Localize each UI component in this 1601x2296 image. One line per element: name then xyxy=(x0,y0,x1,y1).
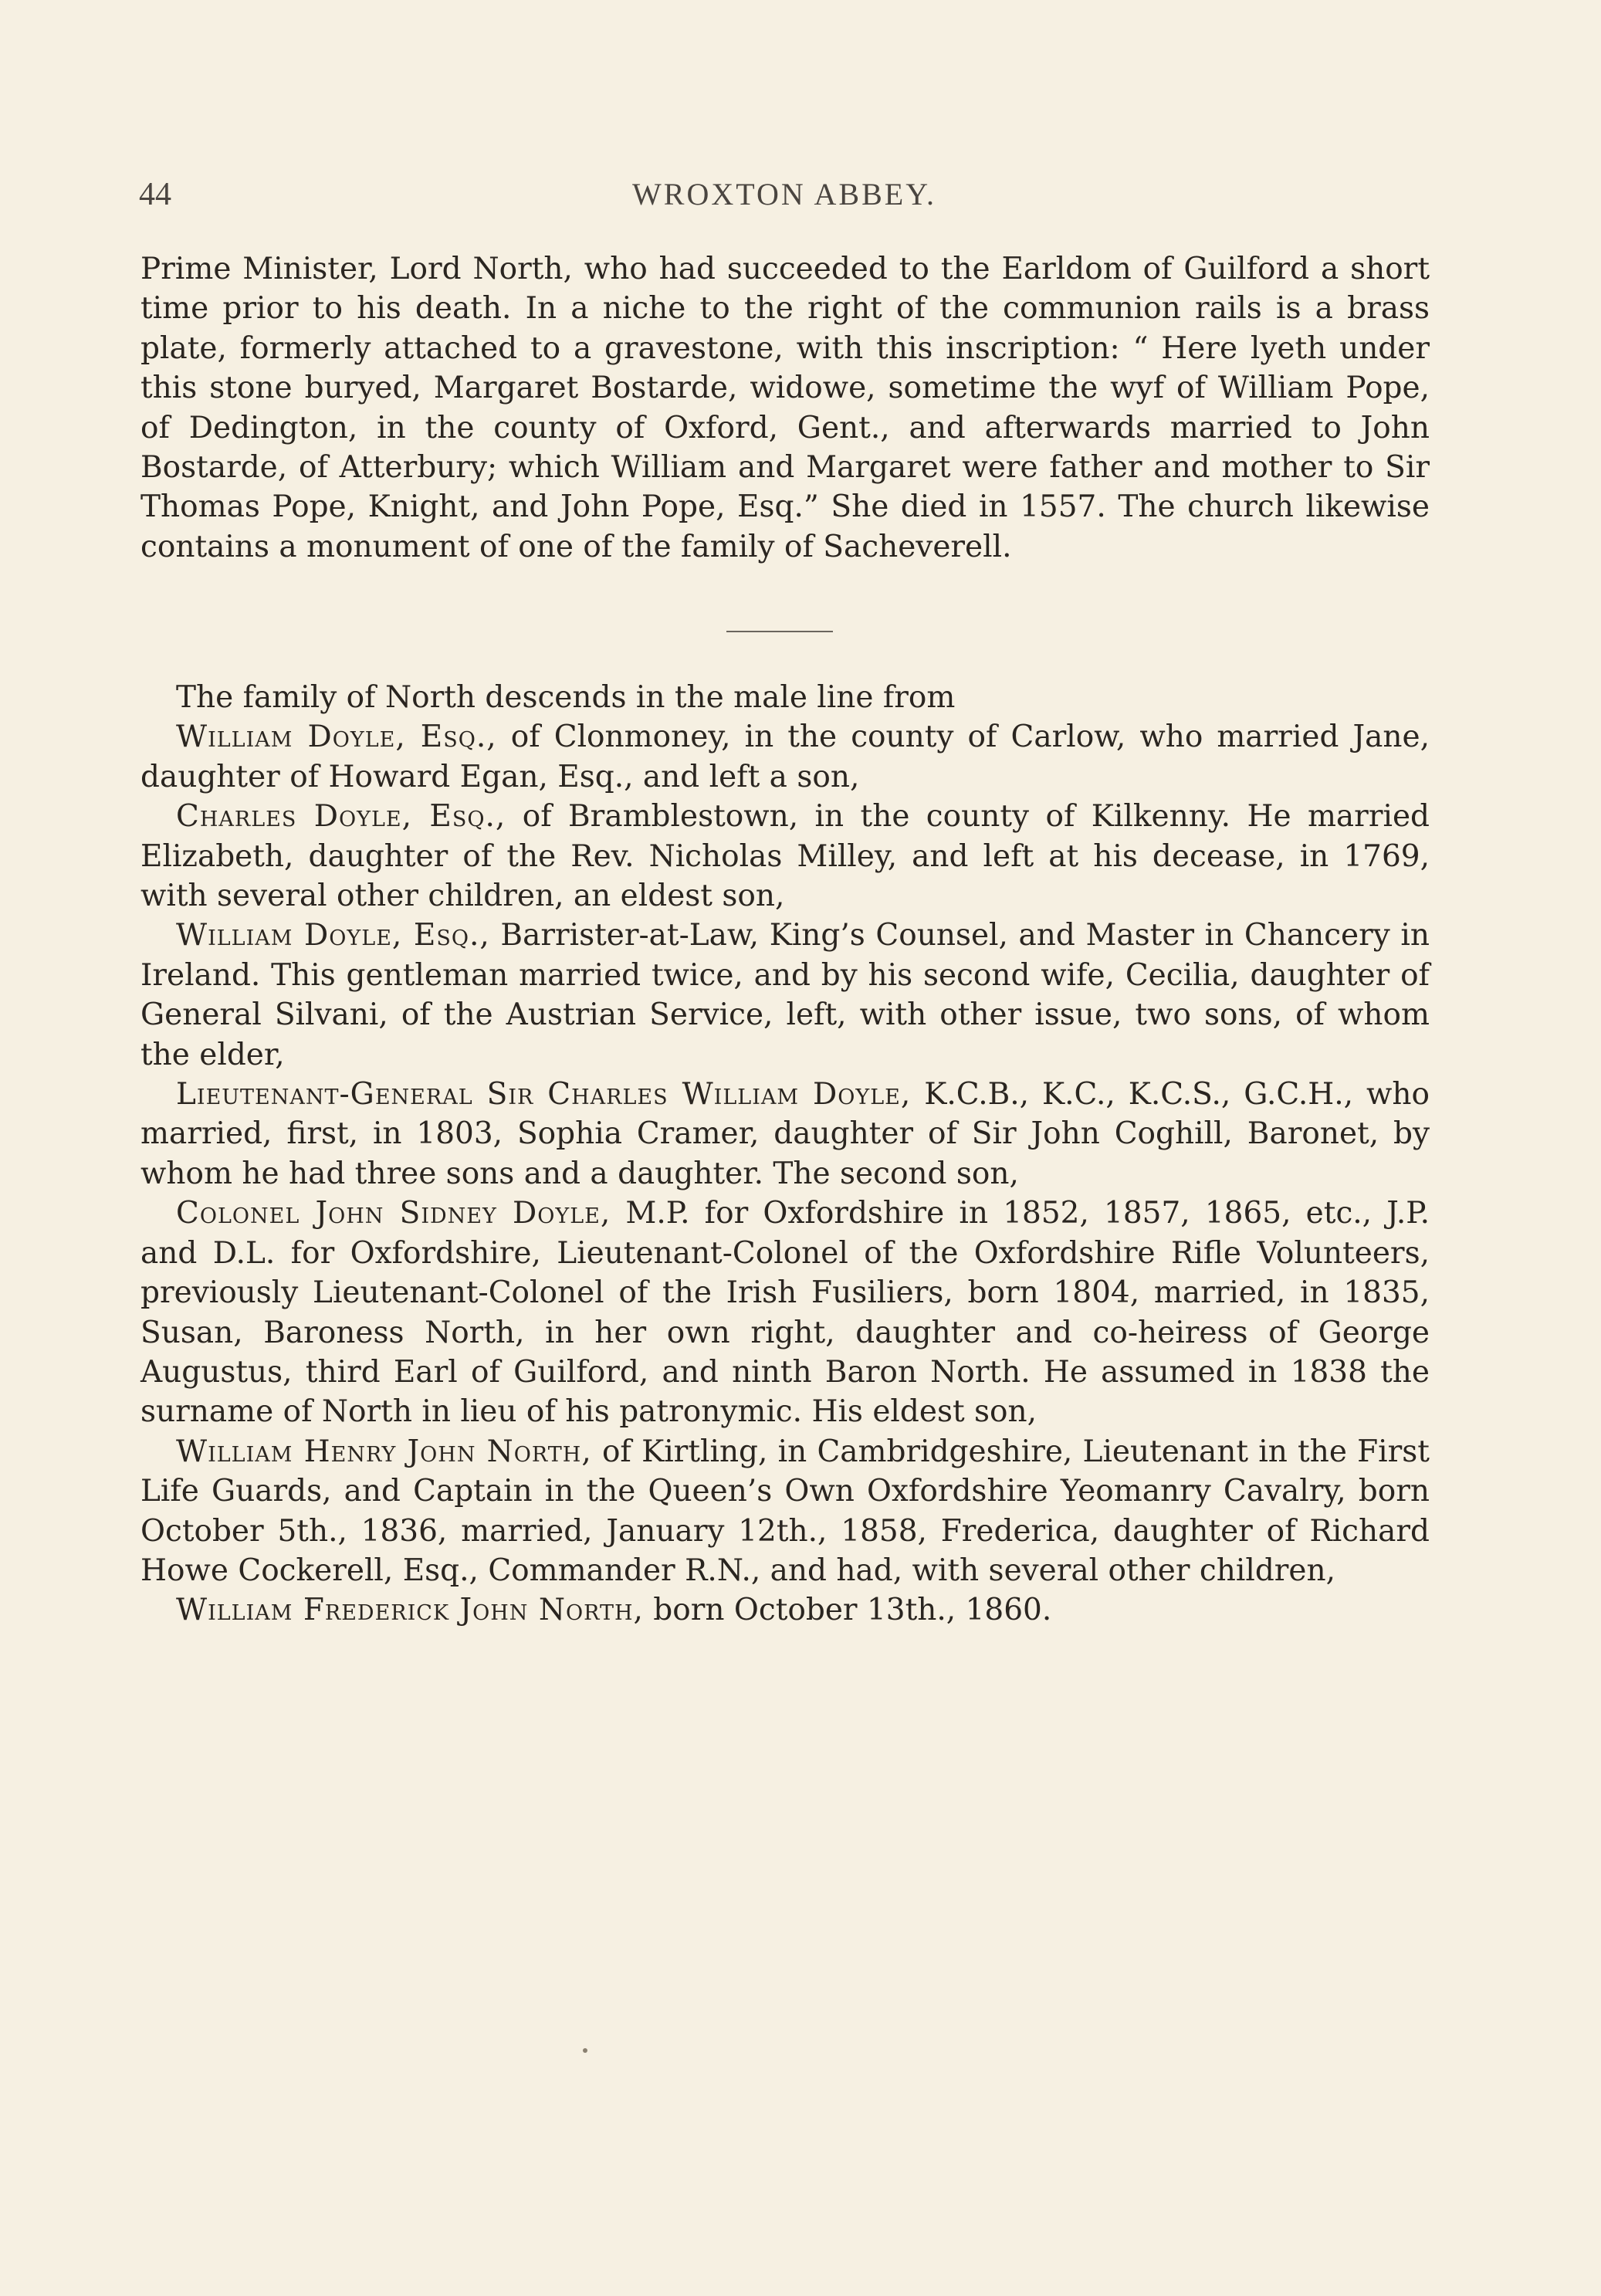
entry-text: M.P. for Oxfordshire in 1852, 1857, 1865, etc., J.P. and D.L. for Oxfordshire, Lieutenant-Colonel of the Oxfordshire Rifle Volunteers, previously Lieutenant-Colonel of the Irish Fusiliers, born 1804, married, in 1835, Susan, Baroness North, in her own right, daughter and co-heiress of George Augustus, third Earl of Guilford, and ninth Baron North. He assumed in 1838 the surname of North in lieu of his patronymic. His eldest son, xyxy=(140,1196,1430,1430)
genealogy-section xyxy=(140,678,1430,1631)
person-name: Charles Doyle, Esq., xyxy=(176,799,506,835)
genealogy-entry xyxy=(140,797,1430,916)
entry-text: of Bramblestown, in the county of Kilkenny. He married Elizabeth, daughter of the Rev. Nicholas Milley, and left at his decease, in 1769, with several other children, an eldest son, xyxy=(140,799,1430,914)
person-name: William Henry John North, xyxy=(176,1434,592,1469)
entry-text: born October 13th., 1860. xyxy=(643,1593,1052,1628)
genealogy-entry xyxy=(140,1432,1430,1591)
section-divider-rule xyxy=(726,631,833,632)
genealogy-entry xyxy=(140,1075,1430,1194)
genealogy-opening: The family of North descends in the male line from xyxy=(176,680,956,715)
entry-text: of Clonmoney, in the county of Carlow, who married Jane, daughter of Howard Egan, Esq., and left a son, xyxy=(140,720,1430,794)
person-name: William Doyle, Esq., xyxy=(176,720,497,755)
person-name: William Doyle, Esq., xyxy=(176,918,490,953)
genealogy-entry xyxy=(140,1590,1430,1630)
genealogy-entry xyxy=(140,916,1430,1075)
entry-text: K.C.B., K.C., K.C.S., G.C.H., who married, first, in 1803, Sophia Cramer, daughter of Sir John Coghill, Baronet, by whom he had three sons and a daughter. The second son, xyxy=(140,1077,1430,1191)
entry-text: Barrister-at-Law, King’s Counsel, and Master in Chancery in Ireland. This gentleman married twice, and by his second wife, Cecilia, daughter of General Silvani, of the Austrian Service, left, with other issue, two sons, of whom the elder, xyxy=(140,918,1430,1072)
ink-speck xyxy=(583,2048,587,2053)
person-name: Colonel John Sidney Doyle, xyxy=(176,1196,611,1231)
genealogy-entry xyxy=(140,717,1430,797)
running-title: WROXTON ABBEY. xyxy=(632,177,936,212)
page-number: 44 xyxy=(139,177,171,212)
entry-text: of Kirtling, in Cambridgeshire, Lieutenant in the First Life Guards, and Captain in the Queen’s Own Oxfordshire Yeomanry Cavalry, born October 5th., 1836, married, January 12th., 1858, Frederica, daughter of Richard Howe Cockerell, Esq., Commander R.N., and had, with several other children, xyxy=(140,1434,1430,1588)
running-head xyxy=(139,176,1430,222)
person-name: Lieutenant-General Sir Charles William Doyle, xyxy=(176,1077,912,1112)
intro-paragraph: Prime Minister, Lord North, who had succeeded to the Earldom of Guilford a short time prior to his death. In a niche to the right of the communion rails is a brass plate, formerly attached to a gravestone, with this inscription: “ Here lyeth under this stone buryed, Margaret Bostarde, widowe, sometime the wyf of William Pope, of Dedington, in the county of Oxford, Gent., and afterwards married to John Bostarde, of Atterbury; which William and Margaret were father and mother to Sir Thomas Pope, Knight, and John Pope, Esq.” She died in 1557. The church likewise contains a monument of one of the family of Sacheverell. xyxy=(140,252,1430,564)
person-name: William Frederick John North, xyxy=(176,1593,644,1628)
genealogy-entry xyxy=(140,1194,1430,1431)
